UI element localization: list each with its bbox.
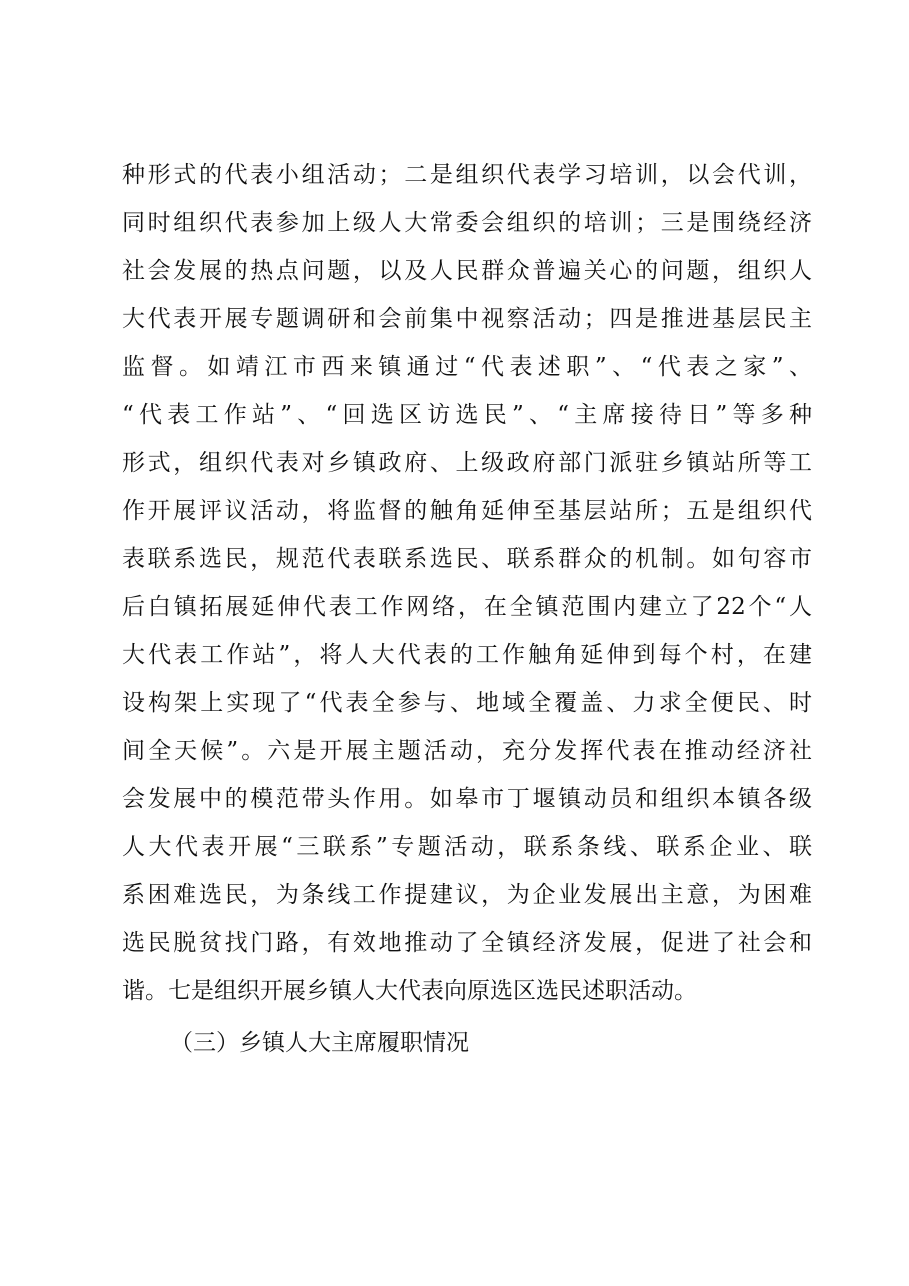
- paragraph-line: “代表工作站”、“回选区访选民”、“主席接待日”等多种: [122, 402, 812, 428]
- paragraph-line: 监督。如靖江市西来镇通过“代表述职”、“代表之家”、: [122, 354, 812, 380]
- paragraph-line: 大代表工作站”，将人大代表的工作触角延伸到每个村，在建: [122, 642, 812, 668]
- paragraph-line: 社会发展的热点问题，以及人民群众普遍关心的问题，组织人: [122, 258, 812, 284]
- paragraph-line: 间全天候”。六是开展主题活动，充分发挥代表在推动经济社: [122, 738, 812, 764]
- paragraph-line: 会发展中的模范带头作用。如皋市丁堰镇动员和组织本镇各级: [122, 786, 812, 812]
- paragraph-line: 后白镇拓展延伸代表工作网络，在全镇范围内建立了22个“人: [122, 594, 812, 620]
- paragraph-line: 系困难选民，为条线工作提建议，为企业发展出主意，为困难: [122, 882, 812, 908]
- paragraph-line: 大代表开展专题调研和会前集中视察活动；四是推进基层民主: [122, 306, 812, 332]
- paragraph-line: 作开展评议活动，将监督的触角延伸至基层站所；五是组织代: [122, 498, 812, 524]
- paragraph-line: 谐。七是组织开展乡镇人大代表向原选区选民述职活动。: [122, 978, 697, 1004]
- paragraph-line: 同时组织代表参加上级人大常委会组织的培训；三是围绕经济: [122, 210, 812, 236]
- paragraph-line: 形式，组织代表对乡镇政府、上级政府部门派驻乡镇站所等工: [122, 450, 812, 476]
- paragraph-line: 表联系选民，规范代表联系选民、联系群众的机制。如句容市: [122, 546, 812, 572]
- section-heading: （三）乡镇人大主席履职情况: [170, 1030, 469, 1056]
- paragraph-line: 设构架上实现了“代表全参与、地域全覆盖、力求全便民、时: [122, 690, 812, 716]
- paragraph-line: 选民脱贫找门路，有效地推动了全镇经济发展，促进了社会和: [122, 930, 812, 956]
- paragraph-line: 人大代表开展“三联系”专题活动，联系条线、联系企业、联: [122, 834, 812, 860]
- paragraph-line: 种形式的代表小组活动；二是组织代表学习培训，以会代训，: [122, 162, 812, 188]
